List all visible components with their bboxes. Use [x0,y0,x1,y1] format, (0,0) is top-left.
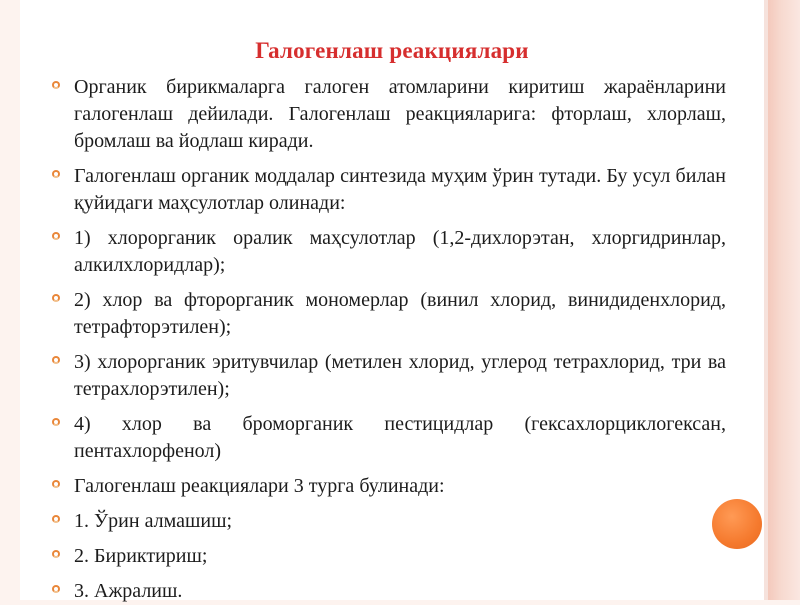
list-item [74,163,726,217]
list-item [74,411,726,465]
list-item [74,578,726,605]
list-item-text: 1) хлорорганик оралик маҳсулотлар (1,2-дихлорэтан, хлоргидринлар, алкилхлоридлар); [74,227,726,276]
list-item-text: 4) хлор ва броморганик пестицидлар (гексахлорциклогексан, пентахлорфенол) [74,413,726,462]
list-item-text: Галогенлаш реакциялари 3 турга булинади: [74,475,445,497]
decorative-side-stripe [768,0,800,600]
bullet-ring-icon [52,356,60,364]
decorative-orange-circle [712,499,762,549]
bullet-ring-icon [52,515,60,523]
bullet-ring-icon [52,81,60,89]
list-item [74,287,726,341]
bullet-ring-icon [52,170,60,178]
list-item-text: 2) хлор ва фторорганик мономерлар (винил хлорид, винидиденхлорид, тетрафторэтилен); [74,289,726,338]
list-item [74,473,726,500]
list-item [74,349,726,403]
list-item-text: 3) хлорорганик эритувчилар (метилен хлорид, углерод тетрахлорид, три ва тетрахлорэтилен); [74,351,726,400]
list-item [74,508,726,535]
slide-title: Галогенлаш реакциялари [255,38,529,63]
bullet-list [74,74,726,605]
list-item-text: 2. Бириктириш; [74,545,208,567]
list-item [74,74,726,155]
list-item-text: 3. Ажралиш. [74,580,183,602]
list-item [74,543,726,570]
list-item [74,225,726,279]
list-item-text: Галогенлаш органик моддалар синтезида муҳим ўрин тутади. Бу усул билан қуйидаги маҳсулотлар олинади: [74,165,726,214]
bullet-ring-icon [52,480,60,488]
list-item-text: Органик бирикмаларга галоген атомларини киритиш жараёнларини галогенлаш дейилади. Галогенлаш реакцияларига: фторлаш, хлорлаш, бромлаш ва йодлаш киради. [74,76,726,152]
bullet-ring-icon [52,585,60,593]
bullet-ring-icon [52,294,60,302]
bullet-ring-icon [52,418,60,426]
bullet-ring-icon [52,232,60,240]
bullet-ring-icon [52,550,60,558]
list-item-text: 1. Ўрин алмашиш; [74,510,233,532]
